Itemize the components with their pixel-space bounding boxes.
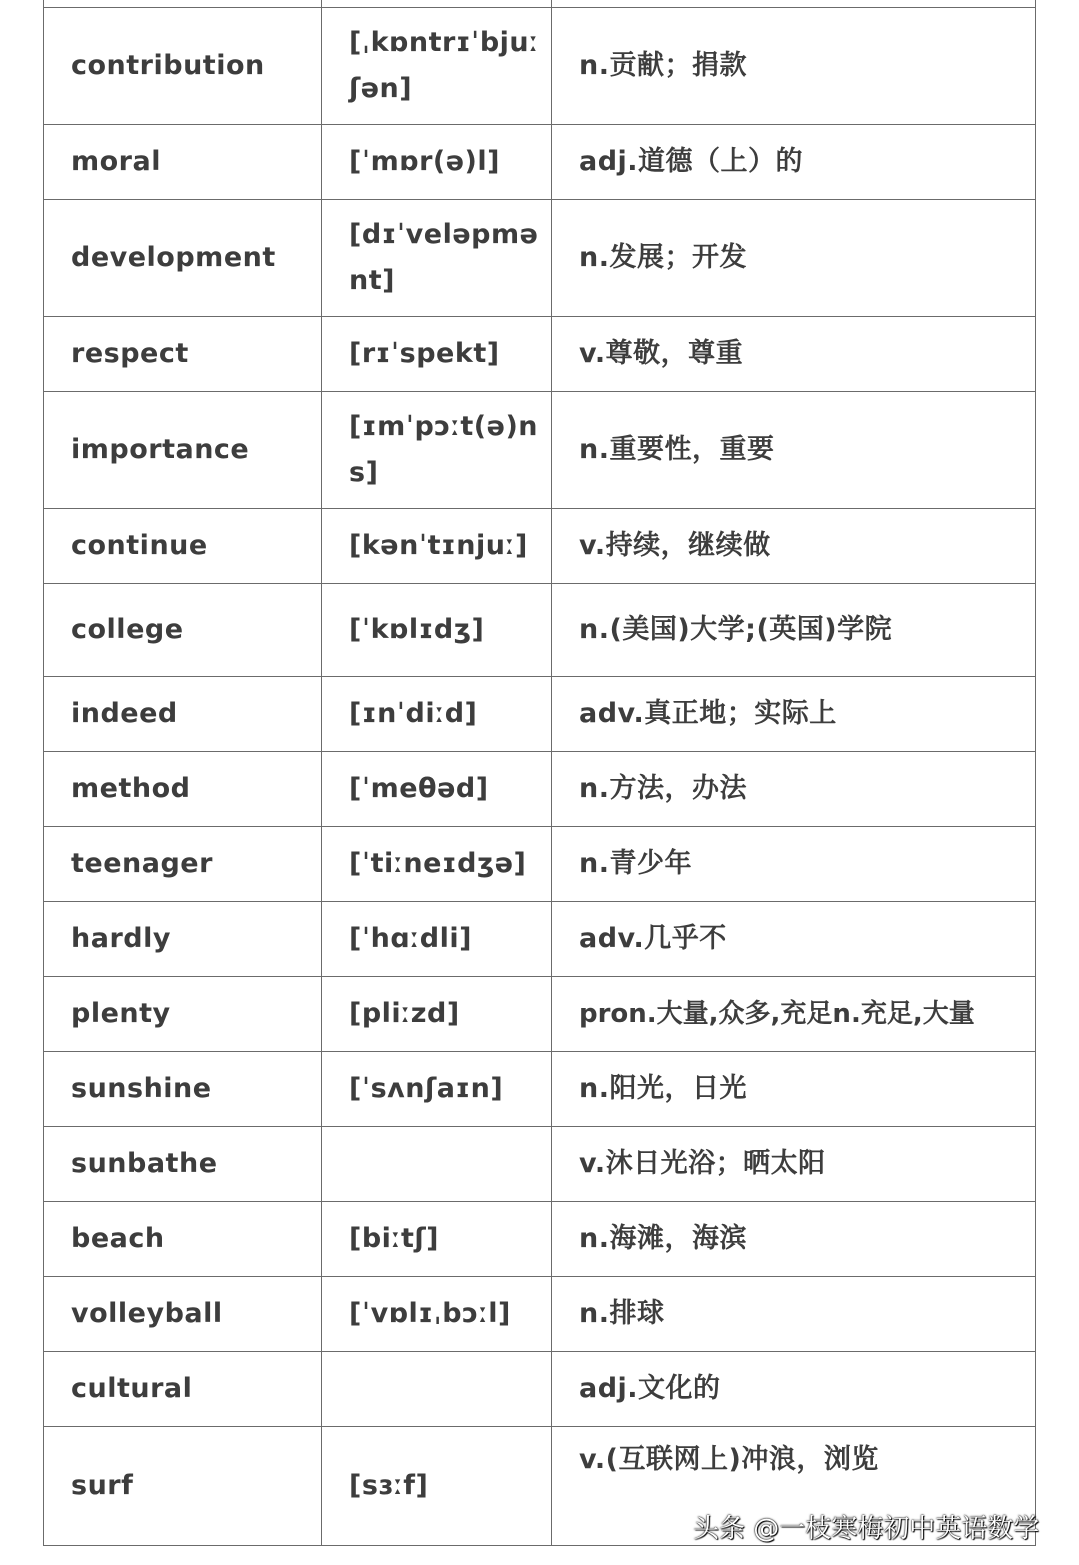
meaning-cell: n.排球 (552, 1277, 1036, 1352)
word-cell: sunshine (44, 1052, 322, 1127)
table-row (44, 509, 1036, 584)
meaning-text: v.(互联网上)冲浪，浏览 (579, 1444, 879, 1475)
word-cell: sunbathe (44, 1127, 322, 1202)
table-row (44, 1277, 1036, 1352)
meaning-cell: adv.真正地；实际上 (552, 677, 1036, 752)
word-cell: volleyball (44, 1277, 322, 1352)
phonetic-cell: [ɪmˈpɔːt(ə)n s] (322, 392, 552, 509)
table-row (44, 752, 1036, 827)
meaning-cell: n.重要性，重要 (552, 392, 1036, 509)
meaning-cell: adj.道德（上）的 (552, 125, 1036, 200)
phonetic-cell: [ɪnˈdiːd] (322, 677, 552, 752)
table-row (44, 1352, 1036, 1427)
phonetic-cell: [ˈmɒr(ə)l] (322, 125, 552, 200)
word-cell: contribution (44, 8, 322, 125)
table-row (44, 392, 1036, 509)
word-cell: indeed (44, 677, 322, 752)
word-cell: continue (44, 509, 322, 584)
meaning-cell: pron.大量,众多,充足n.充足,大量 (552, 977, 1036, 1052)
meaning-cell: adj.文化的 (552, 1352, 1036, 1427)
table-row (44, 1052, 1036, 1127)
word-cell: importance (44, 392, 322, 509)
word-cell: development (44, 200, 322, 317)
meaning-cell: n.阳光，日光 (552, 1052, 1036, 1127)
word-cell: respect (44, 317, 322, 392)
table-row (44, 1127, 1036, 1202)
meaning-cell: v.沐日光浴；晒太阳 (552, 1127, 1036, 1202)
table-row (44, 584, 1036, 677)
phonetic-cell: [sɜːf] (322, 1427, 552, 1546)
phonetic-cell (322, 1127, 552, 1202)
phonetic-cell: [ˌkɒntrɪˈbjuː ʃən] (322, 8, 552, 125)
phonetic-cell: [ˈmeθəd] (322, 752, 552, 827)
table-row-top-cut (44, 0, 1036, 8)
meaning-cell: v.持续，继续做 (552, 509, 1036, 584)
meaning-cell: n.青少年 (552, 827, 1036, 902)
vocabulary-table (43, 0, 1036, 1546)
word-cell: hardly (44, 902, 322, 977)
table-row (44, 977, 1036, 1052)
word-cell: college (44, 584, 322, 677)
meaning-cell: adv.几乎不 (552, 902, 1036, 977)
word-cell: plenty (44, 977, 322, 1052)
phonetic-cell: [ˈkɒlɪdʒ] (322, 584, 552, 677)
word-cell: beach (44, 1202, 322, 1277)
meaning-cell: n.海滩，海滨 (552, 1202, 1036, 1277)
phonetic-cell: [ˈtiːneɪdʒə] (322, 827, 552, 902)
word-cell: teenager (44, 827, 322, 902)
meaning-cell: n.发展；开发 (552, 200, 1036, 317)
meaning-cell: v.尊敬，尊重 (552, 317, 1036, 392)
watermark: 头条 @一枝寒梅初中英语数学 (693, 1514, 1040, 1544)
table-row (44, 317, 1036, 392)
word-cell: cultural (44, 1352, 322, 1427)
table-row (44, 1202, 1036, 1277)
table-row (44, 902, 1036, 977)
table-row (44, 125, 1036, 200)
table-row (44, 677, 1036, 752)
meaning-cell: n.方法，办法 (552, 752, 1036, 827)
phonetic-cell: [rɪˈspekt] (322, 317, 552, 392)
phonetic-cell: [pliːzd] (322, 977, 552, 1052)
phonetic-cell (322, 1352, 552, 1427)
table-row (44, 827, 1036, 902)
word-cell: surf (44, 1427, 322, 1546)
word-cell: method (44, 752, 322, 827)
phonetic-cell: [biːtʃ] (322, 1202, 552, 1277)
phonetic-cell: [ˈhɑːdli] (322, 902, 552, 977)
table-row (44, 8, 1036, 125)
phonetic-cell: [ˈvɒlɪˌbɔːl] (322, 1277, 552, 1352)
phonetic-cell: [ˈsʌnʃaɪn] (322, 1052, 552, 1127)
phonetic-cell: [kənˈtɪnjuː] (322, 509, 552, 584)
word-cell: moral (44, 125, 322, 200)
meaning-cell: n.(美国)大学;(英国)学院 (552, 584, 1036, 677)
meaning-cell: n.贡献；捐款 (552, 8, 1036, 125)
table-row (44, 200, 1036, 317)
phonetic-cell: [dɪˈveləpmə nt] (322, 200, 552, 317)
